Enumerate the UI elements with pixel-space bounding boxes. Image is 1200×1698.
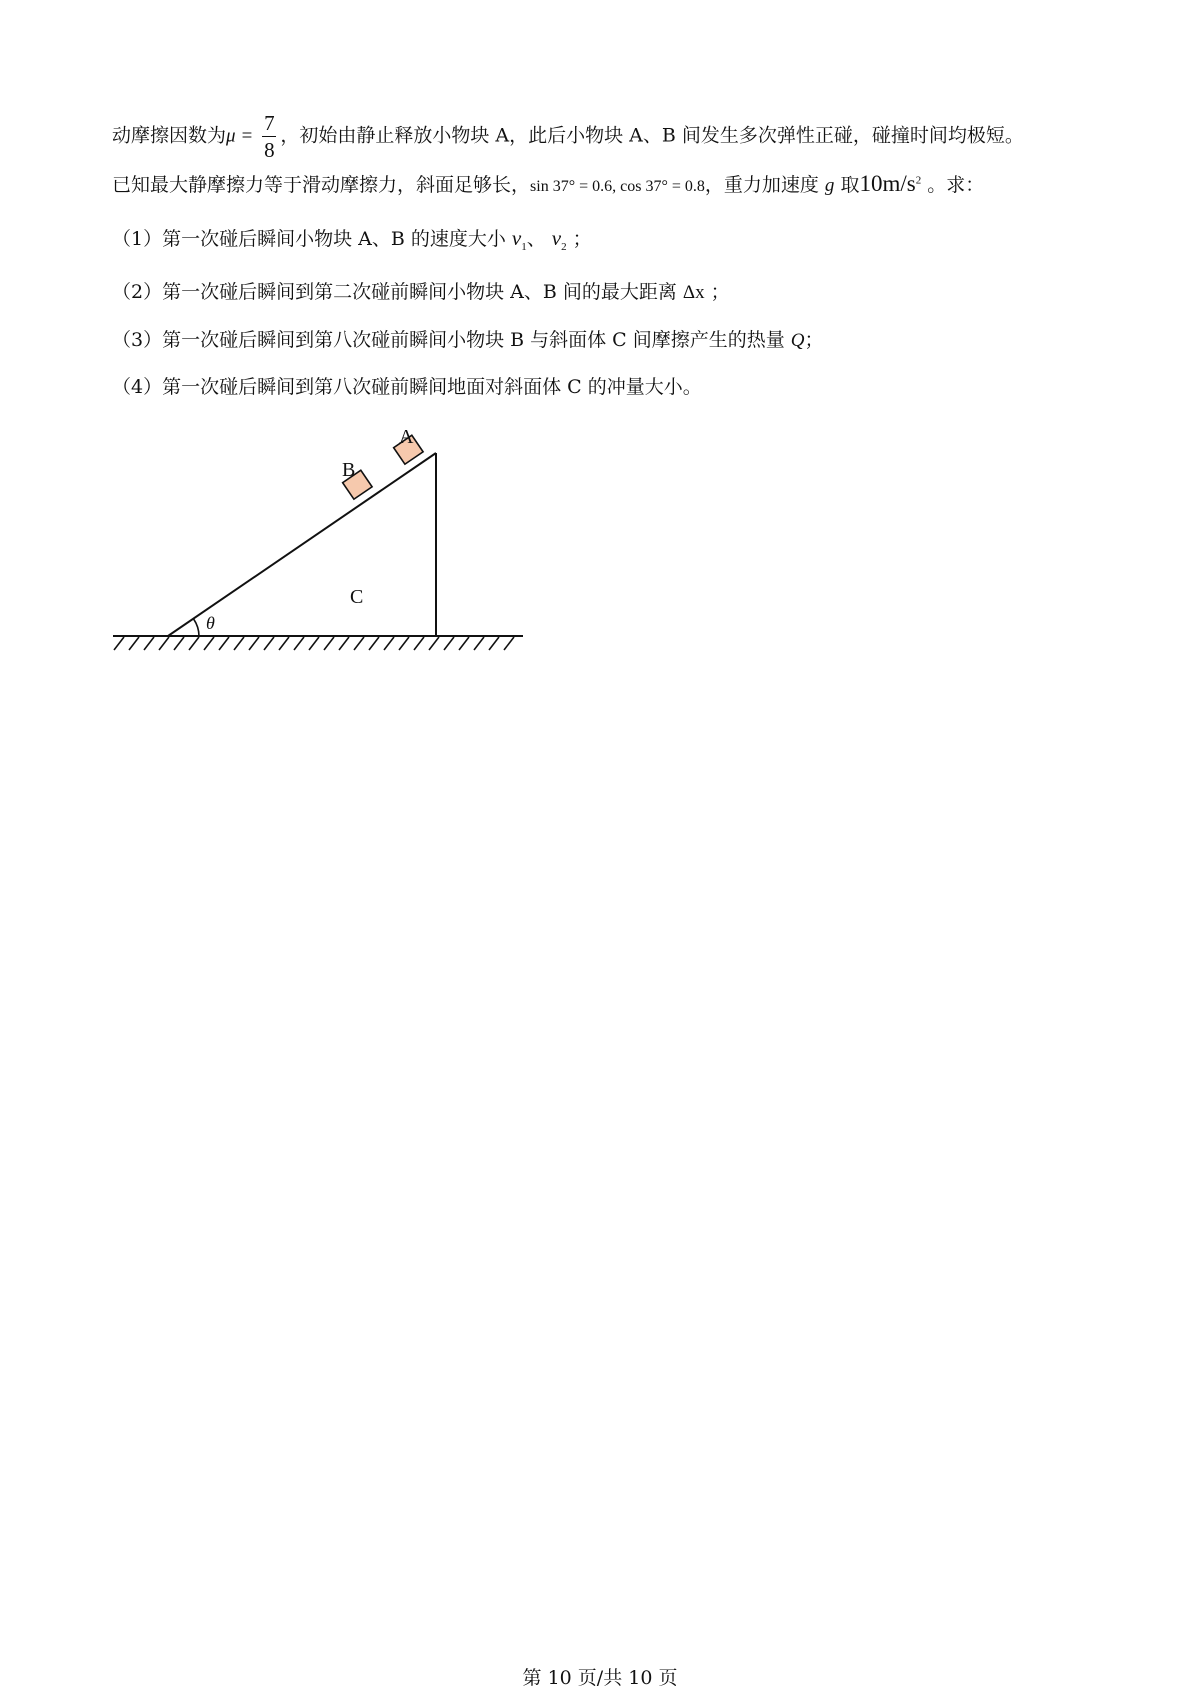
question-1: [112, 228, 592, 253]
v2-subscript: 2: [561, 240, 567, 253]
v1-subscript: 1: [521, 240, 527, 253]
delta-x-symbol: Δx: [682, 282, 705, 303]
fraction-denominator: 8: [264, 138, 275, 163]
ground-hatching: [114, 637, 514, 650]
incline-figure: [108, 418, 528, 658]
v2-symbol: v: [551, 226, 562, 250]
fraction-numerator: 7: [264, 111, 275, 135]
angle-arc: [194, 619, 199, 636]
question-2: [112, 283, 730, 302]
mu-symbol: μ: [226, 125, 236, 147]
friction-fraction: [262, 112, 276, 161]
q3-pre: （3）第一次碰后瞬间到第八次碰前瞬间小物块 B 与斜面体 C 间摩擦产生的热量: [112, 329, 785, 351]
take-word: 取: [840, 174, 860, 196]
incline-surface: [168, 453, 436, 636]
q3-post: ；: [804, 329, 824, 351]
line1-post: ，初始由静止释放小物块 A，此后小物块 A、B 间发生多次弹性正碰，碰撞时间均极短。: [280, 124, 1024, 147]
gravity-unit: 10m/s: [859, 171, 916, 196]
q1-post: ；: [572, 228, 592, 250]
gravity-symbol: g: [824, 175, 835, 196]
line2-pre: 已知最大静摩擦力等于滑动摩擦力，斜面足够长，: [112, 174, 531, 196]
line2-mid: ，重力加速度: [704, 174, 819, 196]
question-4: [112, 378, 702, 397]
equals-sign: =: [241, 125, 253, 147]
heat-symbol: Q: [790, 330, 805, 351]
q4-text: （4）第一次碰后瞬间到第八次碰前瞬间地面对斜面体 C 的冲量大小。: [112, 376, 702, 398]
line1-pre: 动摩擦因数为: [112, 124, 227, 147]
label-theta: θ: [206, 613, 215, 633]
q2-post: ；: [710, 281, 730, 303]
trig-values: sin 37° = 0.6, cos 37° = 0.8: [530, 178, 705, 195]
line2-post: 。求：: [927, 174, 985, 196]
question-3: [112, 331, 824, 350]
problem-line-1: [112, 112, 1024, 161]
label-a: A: [399, 426, 414, 448]
q2-pre: （2）第一次碰后瞬间到第二次碰前瞬间小物块 A、B 间的最大距离: [112, 281, 677, 303]
problem-line-2: [112, 172, 984, 195]
label-b: B: [342, 459, 356, 481]
q1-separator: 、: [526, 228, 546, 250]
v1-symbol: v: [511, 226, 522, 250]
unit-exponent: 2: [915, 174, 922, 187]
label-c: C: [350, 586, 364, 608]
q1-pre: （1）第一次碰后瞬间小物块 A、B 的速度大小: [112, 228, 506, 250]
page-footer: 第 10 页/共 10 页: [522, 1667, 678, 1689]
